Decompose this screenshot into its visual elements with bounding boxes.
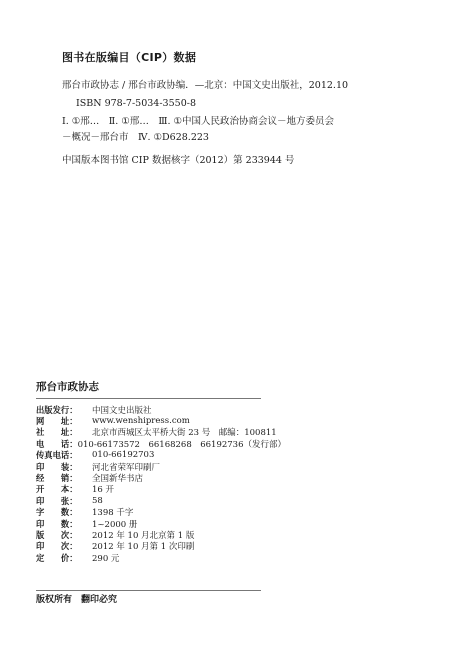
info-value: 58 — [92, 495, 103, 506]
info-label: 印 数： — [36, 518, 78, 529]
info-value: 1~2000 册 — [92, 519, 138, 530]
info-label: 社 址： — [36, 427, 78, 438]
info-row-publisher — [36, 404, 286, 415]
info-value: 16 开 — [92, 485, 115, 496]
info-row-website — [36, 415, 286, 426]
info-label: 经 销： — [36, 473, 78, 484]
info-value: 010-66192703 — [92, 450, 155, 461]
copyright-notice: 版权所有 翻印必究 — [36, 595, 118, 605]
info-row-format — [36, 484, 286, 495]
publication-info — [36, 404, 286, 563]
info-value: www.wenshipress.com — [92, 416, 190, 427]
info-row-printer — [36, 461, 286, 472]
cip-heading: 图书在版编目（CIP）数据 — [62, 51, 197, 64]
info-value: 290 元 — [92, 553, 120, 564]
info-label: 网 址： — [36, 416, 78, 427]
info-row-address — [36, 427, 286, 438]
divider-top — [36, 398, 261, 399]
cip-line-classification-2: －概况－邢台市 Ⅳ. ①D628.223 — [62, 132, 209, 143]
info-row-price — [36, 552, 286, 563]
info-value: 全国新华书店 — [92, 474, 144, 485]
info-value: 北京市西城区太平桥大街 23 号 邮编：100811 — [92, 428, 277, 439]
info-value: 1398 千字 — [92, 508, 134, 519]
cip-line-catalog: 邢台市政协志 / 邢台市政协编．—北京：中国文史出版社，2012.10 — [62, 80, 349, 91]
info-value: 中国文史出版社 — [92, 405, 152, 416]
info-row-sheets — [36, 495, 286, 506]
cip-line-data-number: 中国版本图书馆 CIP 数据核字（2012）第 233944 号 — [62, 155, 295, 166]
cip-line-isbn: ISBN 978-7-5034-3550-8 — [76, 98, 196, 109]
info-row-phone — [36, 438, 286, 449]
info-label: 字 数： — [36, 507, 78, 518]
info-label: 出版发行： — [36, 404, 78, 415]
info-label: 印 次： — [36, 541, 78, 552]
info-row-edition — [36, 529, 286, 540]
info-value: 河北省荣军印刷厂 — [92, 462, 161, 473]
info-label: 开 本： — [36, 484, 78, 495]
info-label: 印 装： — [36, 461, 78, 472]
book-title: 邢台市政协志 — [36, 381, 99, 393]
info-value: 2012 年 10 月北京第 1 版 — [92, 531, 195, 541]
divider-bottom — [36, 590, 261, 591]
info-label: 版 次： — [36, 530, 78, 540]
info-row-word-count — [36, 507, 286, 518]
info-row-print-run — [36, 518, 286, 529]
info-value: 2012 年 10 月第 1 次印刷 — [92, 542, 195, 553]
info-label: 印 张： — [36, 495, 78, 506]
cip-line-classification-1: Ⅰ. ①邢… Ⅱ. ①邢… Ⅲ. ①中国人民政治协商会议－地方委员会 — [62, 116, 335, 127]
info-label: 传真电话： — [36, 450, 78, 461]
info-row-impression — [36, 541, 286, 552]
info-label: 电 话： — [36, 438, 78, 449]
info-value: 010-66173572 66168268 66192736（发行部） — [77, 439, 286, 450]
info-row-distributor — [36, 472, 286, 483]
info-label: 定 价： — [36, 552, 78, 563]
info-row-fax — [36, 450, 286, 461]
